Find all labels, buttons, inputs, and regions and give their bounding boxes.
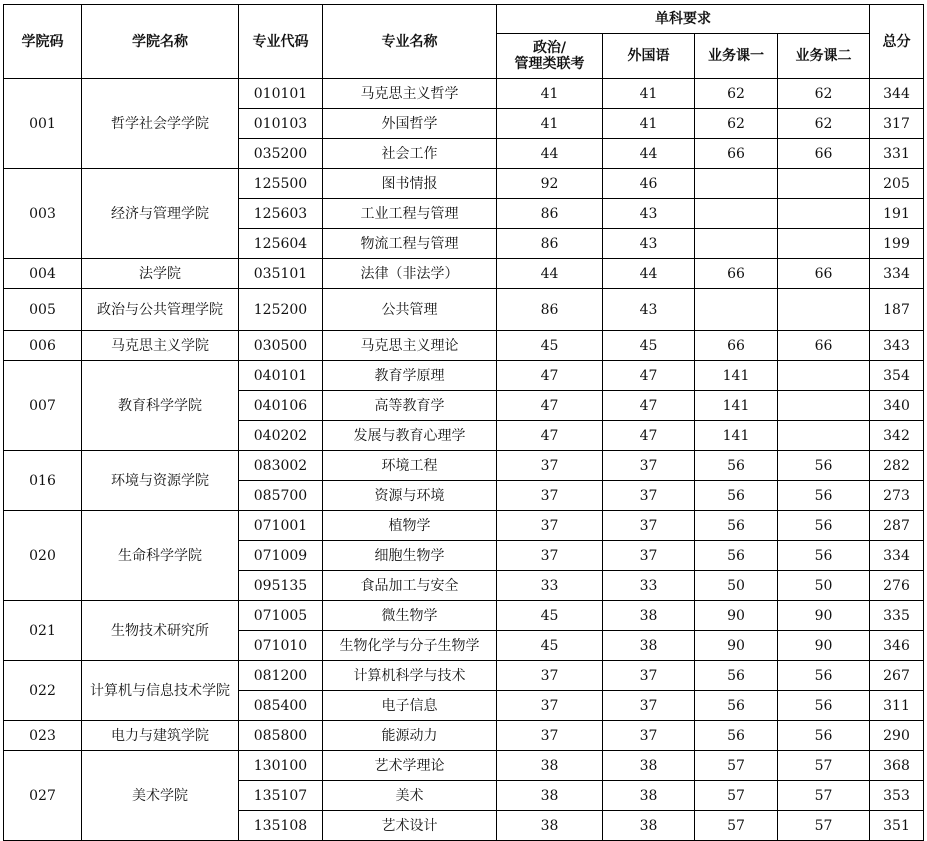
course2-cell: 57 [778,781,870,811]
college-code-cell: 003 [4,169,82,259]
total-cell: 331 [870,139,924,169]
foreign-language-cell: 41 [603,109,695,139]
foreign-language-cell: 41 [603,79,695,109]
college-name-cell: 马克思主义学院 [82,331,239,361]
course1-cell: 66 [695,331,778,361]
table-row [4,451,924,481]
course2-cell: 56 [778,691,870,721]
header-politics: 政治/ 管理类联考 [497,34,603,79]
politics-cell: 44 [497,259,603,289]
total-cell: 290 [870,721,924,751]
course1-cell: 56 [695,481,778,511]
major-code-cell: 085400 [239,691,323,721]
course2-cell: 90 [778,631,870,661]
major-code-cell: 030500 [239,331,323,361]
politics-cell: 47 [497,361,603,391]
header-course2: 业务课二 [778,34,870,79]
college-code-cell: 027 [4,751,82,841]
total-cell: 199 [870,229,924,259]
course1-cell: 62 [695,109,778,139]
header-major-name: 专业名称 [323,5,497,79]
course1-cell: 57 [695,751,778,781]
table-row [4,169,924,199]
course1-cell: 90 [695,631,778,661]
foreign-language-cell: 43 [603,199,695,229]
course1-cell: 66 [695,259,778,289]
major-code-cell: 135107 [239,781,323,811]
table-row [4,661,924,691]
major-name-cell: 食品加工与安全 [323,571,497,601]
foreign-language-cell: 37 [603,481,695,511]
course2-cell: 66 [778,331,870,361]
major-code-cell: 010101 [239,79,323,109]
major-name-cell: 生物化学与分子生物学 [323,631,497,661]
college-name-cell: 法学院 [82,259,239,289]
college-code-cell: 016 [4,451,82,511]
course2-cell: 56 [778,511,870,541]
total-cell: 276 [870,571,924,601]
major-code-cell: 125500 [239,169,323,199]
major-code-cell: 125604 [239,229,323,259]
college-name-cell: 生物技术研究所 [82,601,239,661]
total-cell: 273 [870,481,924,511]
foreign-language-cell: 38 [603,811,695,841]
total-cell: 187 [870,289,924,331]
total-cell: 346 [870,631,924,661]
college-name-cell: 生命科学学院 [82,511,239,601]
politics-cell: 37 [497,451,603,481]
course1-cell: 56 [695,511,778,541]
course1-cell: 57 [695,781,778,811]
college-code-cell: 020 [4,511,82,601]
major-name-cell: 马克思主义理论 [323,331,497,361]
course1-cell: 141 [695,421,778,451]
politics-cell: 38 [497,781,603,811]
course2-cell: 57 [778,751,870,781]
course1-cell [695,289,778,331]
politics-cell: 37 [497,661,603,691]
college-code-cell: 023 [4,721,82,751]
major-code-cell: 125603 [239,199,323,229]
foreign-language-cell: 46 [603,169,695,199]
college-name-cell: 计算机与信息技术学院 [82,661,239,721]
major-name-cell: 美术 [323,781,497,811]
college-code-cell: 004 [4,259,82,289]
table-row [4,511,924,541]
major-name-cell: 艺术设计 [323,811,497,841]
foreign-language-cell: 44 [603,139,695,169]
college-name-cell: 经济与管理学院 [82,169,239,259]
course2-cell: 56 [778,451,870,481]
table-row [4,259,924,289]
course2-cell [778,169,870,199]
foreign-language-cell: 37 [603,541,695,571]
politics-cell: 92 [497,169,603,199]
total-cell: 343 [870,331,924,361]
major-name-cell: 电子信息 [323,691,497,721]
major-name-cell: 计算机科学与技术 [323,661,497,691]
politics-cell: 38 [497,811,603,841]
politics-cell: 33 [497,571,603,601]
course1-cell: 50 [695,571,778,601]
header-course1: 业务课一 [695,34,778,79]
course2-cell: 56 [778,661,870,691]
major-name-cell: 高等教育学 [323,391,497,421]
major-code-cell: 035200 [239,139,323,169]
foreign-language-cell: 38 [603,601,695,631]
major-name-cell: 物流工程与管理 [323,229,497,259]
total-cell: 354 [870,361,924,391]
foreign-language-cell: 37 [603,661,695,691]
table-row [4,79,924,109]
header-single-subject: 单科要求 [497,5,870,34]
course1-cell: 141 [695,361,778,391]
major-code-cell: 040106 [239,391,323,421]
course2-cell [778,199,870,229]
major-name-cell: 法律（非法学） [323,259,497,289]
politics-cell: 86 [497,229,603,259]
table-row [4,289,924,331]
foreign-language-cell: 47 [603,391,695,421]
major-code-cell: 125200 [239,289,323,331]
total-cell: 282 [870,451,924,481]
college-code-cell: 021 [4,601,82,661]
foreign-language-cell: 37 [603,721,695,751]
course2-cell: 90 [778,601,870,631]
course1-cell [695,169,778,199]
total-cell: 205 [870,169,924,199]
header-major-code: 专业代码 [239,5,323,79]
major-code-cell: 010103 [239,109,323,139]
college-name-cell: 电力与建筑学院 [82,721,239,751]
major-name-cell: 能源动力 [323,721,497,751]
table-body [4,79,924,841]
major-name-cell: 环境工程 [323,451,497,481]
total-cell: 335 [870,601,924,631]
politics-cell: 45 [497,601,603,631]
college-code-cell: 022 [4,661,82,721]
politics-cell: 45 [497,631,603,661]
course1-cell: 56 [695,691,778,721]
header-total: 总分 [870,5,924,79]
course1-cell: 57 [695,811,778,841]
course1-cell: 56 [695,541,778,571]
major-code-cell: 071005 [239,601,323,631]
major-code-cell: 040202 [239,421,323,451]
score-requirements-table [3,4,924,841]
major-name-cell: 植物学 [323,511,497,541]
course2-cell: 56 [778,481,870,511]
header-college-code: 学院码 [4,5,82,79]
course1-cell: 141 [695,391,778,421]
foreign-language-cell: 37 [603,511,695,541]
foreign-language-cell: 33 [603,571,695,601]
politics-cell: 86 [497,289,603,331]
foreign-language-cell: 45 [603,331,695,361]
college-code-cell: 001 [4,79,82,169]
major-name-cell: 外国哲学 [323,109,497,139]
college-code-cell: 007 [4,361,82,451]
course2-cell: 66 [778,139,870,169]
major-name-cell: 教育学原理 [323,361,497,391]
course2-cell: 66 [778,259,870,289]
course1-cell: 56 [695,721,778,751]
total-cell: 351 [870,811,924,841]
foreign-language-cell: 47 [603,361,695,391]
college-code-cell: 006 [4,331,82,361]
header-college-name: 学院名称 [82,5,239,79]
major-name-cell: 资源与环境 [323,481,497,511]
major-name-cell: 社会工作 [323,139,497,169]
college-name-cell: 环境与资源学院 [82,451,239,511]
politics-cell: 37 [497,691,603,721]
foreign-language-cell: 43 [603,229,695,259]
major-code-cell: 035101 [239,259,323,289]
course1-cell [695,229,778,259]
major-code-cell: 081200 [239,661,323,691]
table-row [4,751,924,781]
total-cell: 342 [870,421,924,451]
politics-cell: 86 [497,199,603,229]
major-name-cell: 微生物学 [323,601,497,631]
table-row [4,721,924,751]
foreign-language-cell: 38 [603,751,695,781]
total-cell: 267 [870,661,924,691]
course1-cell: 56 [695,451,778,481]
course1-cell: 90 [695,601,778,631]
major-name-cell: 细胞生物学 [323,541,497,571]
total-cell: 287 [870,511,924,541]
politics-cell: 37 [497,721,603,751]
total-cell: 368 [870,751,924,781]
politics-cell: 37 [497,481,603,511]
major-code-cell: 083002 [239,451,323,481]
foreign-language-cell: 38 [603,781,695,811]
course2-cell: 62 [778,79,870,109]
politics-cell: 47 [497,391,603,421]
total-cell: 340 [870,391,924,421]
politics-cell: 45 [497,331,603,361]
table-row [4,601,924,631]
course1-cell: 66 [695,139,778,169]
foreign-language-cell: 43 [603,289,695,331]
foreign-language-cell: 37 [603,451,695,481]
college-name-cell: 政治与公共管理学院 [82,289,239,331]
course2-cell [778,361,870,391]
header-foreign-language: 外国语 [603,34,695,79]
total-cell: 311 [870,691,924,721]
major-code-cell: 135108 [239,811,323,841]
major-name-cell: 马克思主义哲学 [323,79,497,109]
major-code-cell: 085700 [239,481,323,511]
total-cell: 334 [870,259,924,289]
total-cell: 353 [870,781,924,811]
major-name-cell: 工业工程与管理 [323,199,497,229]
course2-cell: 57 [778,811,870,841]
course2-cell [778,289,870,331]
foreign-language-cell: 47 [603,421,695,451]
politics-cell: 44 [497,139,603,169]
course2-cell [778,391,870,421]
total-cell: 344 [870,79,924,109]
course1-cell: 62 [695,79,778,109]
college-code-cell: 005 [4,289,82,331]
course1-cell: 56 [695,661,778,691]
table-header [4,5,924,79]
major-name-cell: 艺术学理论 [323,751,497,781]
total-cell: 334 [870,541,924,571]
major-code-cell: 130100 [239,751,323,781]
major-name-cell: 公共管理 [323,289,497,331]
college-name-cell: 美术学院 [82,751,239,841]
course2-cell [778,229,870,259]
foreign-language-cell: 38 [603,631,695,661]
major-name-cell: 发展与教育心理学 [323,421,497,451]
major-code-cell: 085800 [239,721,323,751]
total-cell: 191 [870,199,924,229]
course2-cell: 62 [778,109,870,139]
major-name-cell: 图书情报 [323,169,497,199]
course2-cell: 50 [778,571,870,601]
major-code-cell: 071010 [239,631,323,661]
total-cell: 317 [870,109,924,139]
politics-cell: 41 [497,79,603,109]
politics-cell: 47 [497,421,603,451]
table-row [4,361,924,391]
major-code-cell: 071009 [239,541,323,571]
major-code-cell: 071001 [239,511,323,541]
major-code-cell: 040101 [239,361,323,391]
college-name-cell: 哲学社会学学院 [82,79,239,169]
politics-cell: 37 [497,511,603,541]
course2-cell [778,421,870,451]
course2-cell: 56 [778,541,870,571]
table-row [4,331,924,361]
politics-cell: 38 [497,751,603,781]
course1-cell [695,199,778,229]
politics-cell: 41 [497,109,603,139]
college-name-cell: 教育科学学院 [82,361,239,451]
major-code-cell: 095135 [239,571,323,601]
foreign-language-cell: 44 [603,259,695,289]
politics-cell: 37 [497,541,603,571]
foreign-language-cell: 37 [603,691,695,721]
course2-cell: 56 [778,721,870,751]
